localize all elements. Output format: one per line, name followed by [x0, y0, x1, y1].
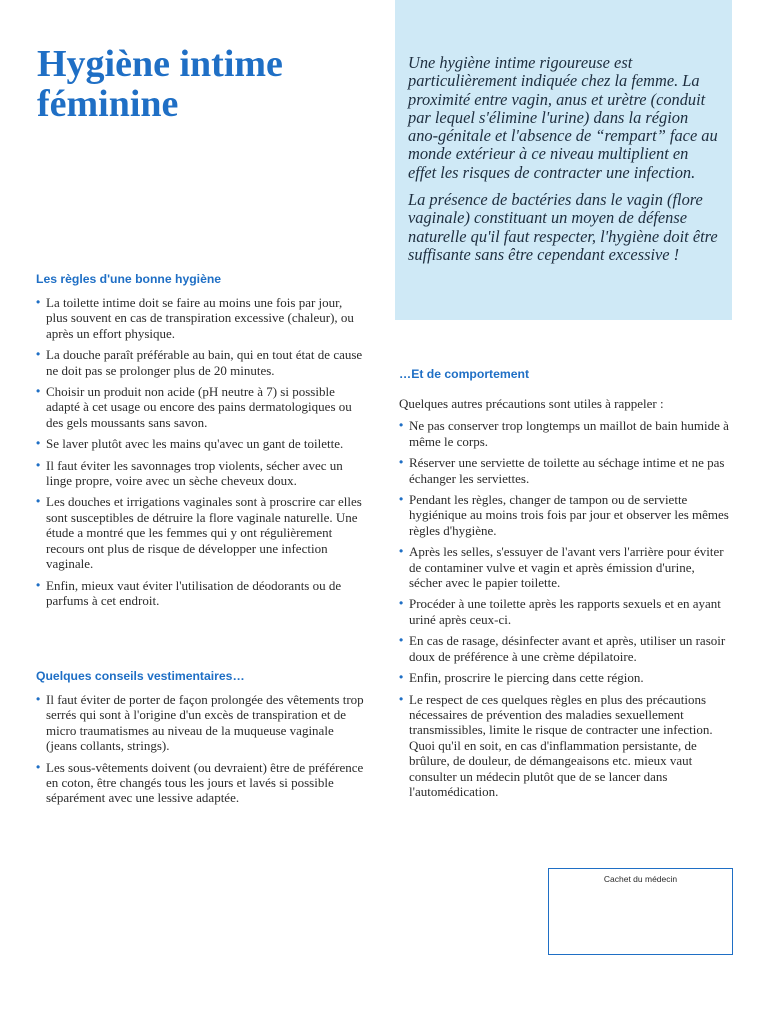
section-vestimentaires [36, 669, 366, 812]
list-item [399, 418, 729, 449]
intro-box [395, 0, 732, 320]
list-item-text: Procéder à une toilette après les rapports sexuels et en ayant uriné après ceux-ci. [409, 596, 721, 627]
list-item [399, 633, 729, 664]
section-heading: Quelques conseils vestimentaires… [36, 669, 245, 683]
page-title: Hygiène intime féminine [37, 43, 283, 125]
list-item [399, 492, 729, 538]
bullet-icon: • [36, 295, 41, 309]
stamp-label: Cachet du médecin [603, 874, 678, 884]
list-item-text: Choisir un produit non acide (pH neutre à 7) si possible adapté à cet usage ou encore des pains dermatologiques ou des gels moussants sans savon. [46, 384, 352, 430]
list-item [36, 436, 366, 451]
list-item-text: La toilette intime doit se faire au moins une fois par jour, plus souvent en cas de transpiration excessive (chaleur), ou après un effort physique. [46, 295, 354, 341]
list-item [36, 347, 366, 378]
bullet-icon: • [399, 670, 404, 685]
list-item-text: Enfin, proscrire le piercing dans cette région. [409, 670, 644, 686]
section-intro: Quelques autres précautions sont utiles à rappeler : [399, 396, 664, 411]
list-item [36, 692, 366, 754]
bullet-icon: • [36, 759, 41, 774]
bullet-icon: • [36, 692, 41, 706]
vestimentaires-list [36, 692, 366, 806]
list-item [36, 760, 366, 806]
section-hygiene [36, 272, 366, 614]
list-item-text: Il faut éviter de porter de façon prolongée des vêtements trop serrés qui sont à l'origine d'un excès de transpiration et de micro traumatismes au niveau de la muqueuse vaginale (jeans collants, strings). [46, 692, 364, 754]
bullet-icon: • [36, 494, 41, 509]
list-item [399, 544, 729, 590]
bullet-icon: • [399, 492, 404, 507]
list-item-text: Ne pas conserver trop longtemps un maillot de bain humide à même le corps. [409, 418, 729, 449]
bullet-icon: • [399, 633, 404, 648]
bullet-icon: • [399, 544, 404, 559]
bullet-icon: • [399, 691, 404, 706]
bullet-icon: • [36, 347, 41, 362]
section-heading: Les règles d'une bonne hygiène [36, 272, 222, 286]
list-item [399, 670, 729, 685]
section-heading: …Et de comportement [399, 367, 530, 381]
list-item [36, 578, 366, 609]
list-item-text: Le respect de ces quelques règles en plus des précautions nécessaires de prévention des maladies sexuellement transmissibles, limite le risque de contracter une infection. Quoi qu'il en soit, en cas d'inflammation persistante, de brûlure, de douleur, de démangeaisons etc. mieux vaut consulter un médecin plutôt que de se lancer dans l'automédication. [409, 691, 713, 799]
list-item-text: En cas de rasage, désinfecter avant et après, utiliser un rasoir doux de préférence à une crème dépilatoire. [409, 633, 726, 664]
list-item [36, 494, 366, 571]
section-comportement [399, 367, 729, 805]
bullet-icon: • [36, 577, 41, 592]
list-item-text: Enfin, mieux vaut éviter l'utilisation de déodorants ou de parfums à cet endroit. [46, 577, 342, 608]
list-item [399, 455, 729, 486]
list-item-text: Les douches et irrigations vaginales sont à proscrire car elles sont susceptibles de détruire la flore vaginale naturelle. Une étude a montré que les femmes qui y ont régulièrement recours ont plus de risque de développer une infection vaginale. [46, 494, 362, 572]
list-item-text: Les sous-vêtements doivent (ou devraient) être de préférence en coton, être changés tous les jours et lavés si possible séparément avec une lessive adaptée. [46, 759, 364, 806]
bullet-icon: • [399, 418, 404, 433]
bullet-icon: • [36, 436, 41, 451]
hygiene-list [36, 295, 366, 608]
list-item [36, 295, 366, 341]
list-item [399, 596, 729, 627]
list-item-text: Réserver une serviette de toilette au séchage intime et ne pas échanger les serviettes. [409, 455, 725, 486]
list-item [36, 458, 366, 489]
intro-paragraph: Une hygiène intime rigoureuse est particulièrement indiquée chez la femme. La proximité entre vagin, anus et urètre (conduit par lequel s'élimine l'urine) dans la région ano-génitale et l'absence de “rempart” face au monde extérieur à ce niveau multiplient en effet les risques de contracter une infection. [408, 53, 718, 182]
bullet-icon: • [36, 457, 41, 472]
comportement-list [399, 418, 729, 799]
list-item [399, 692, 729, 800]
bullet-icon: • [399, 455, 404, 470]
list-item-text: Pendant les règles, changer de tampon ou de serviette hygiénique au moins trois fois par jour et observer les mêmes règles d'hygiène. [409, 492, 729, 538]
list-item-text: La douche paraît préférable au bain, qui en tout état de cause ne doit pas se prolonger plus de 20 minutes. [46, 347, 363, 378]
bullet-icon: • [36, 384, 41, 399]
list-item [36, 384, 366, 430]
list-item-text: Se laver plutôt avec les mains qu'avec un gant de toilette. [46, 436, 344, 452]
list-item-text: Après les selles, s'essuyer de l'avant vers l'arrière pour éviter de contaminer vulve et vagin et après émission d'urine, sécher avec le papier toilette. [409, 544, 724, 591]
list-item-text: Il faut éviter les savonnages trop violents, sécher avec un linge propre, voire avec un sèche cheveux doux. [46, 457, 343, 489]
intro-paragraph: La présence de bactéries dans le vagin (flore vaginale) constituant un moyen de défense naturelle qu'il faut respecter, l'hygiène doit être suffisante sans être cependant excessive ! [408, 190, 718, 264]
doctor-stamp-box [548, 868, 733, 955]
bullet-icon: • [399, 596, 404, 611]
